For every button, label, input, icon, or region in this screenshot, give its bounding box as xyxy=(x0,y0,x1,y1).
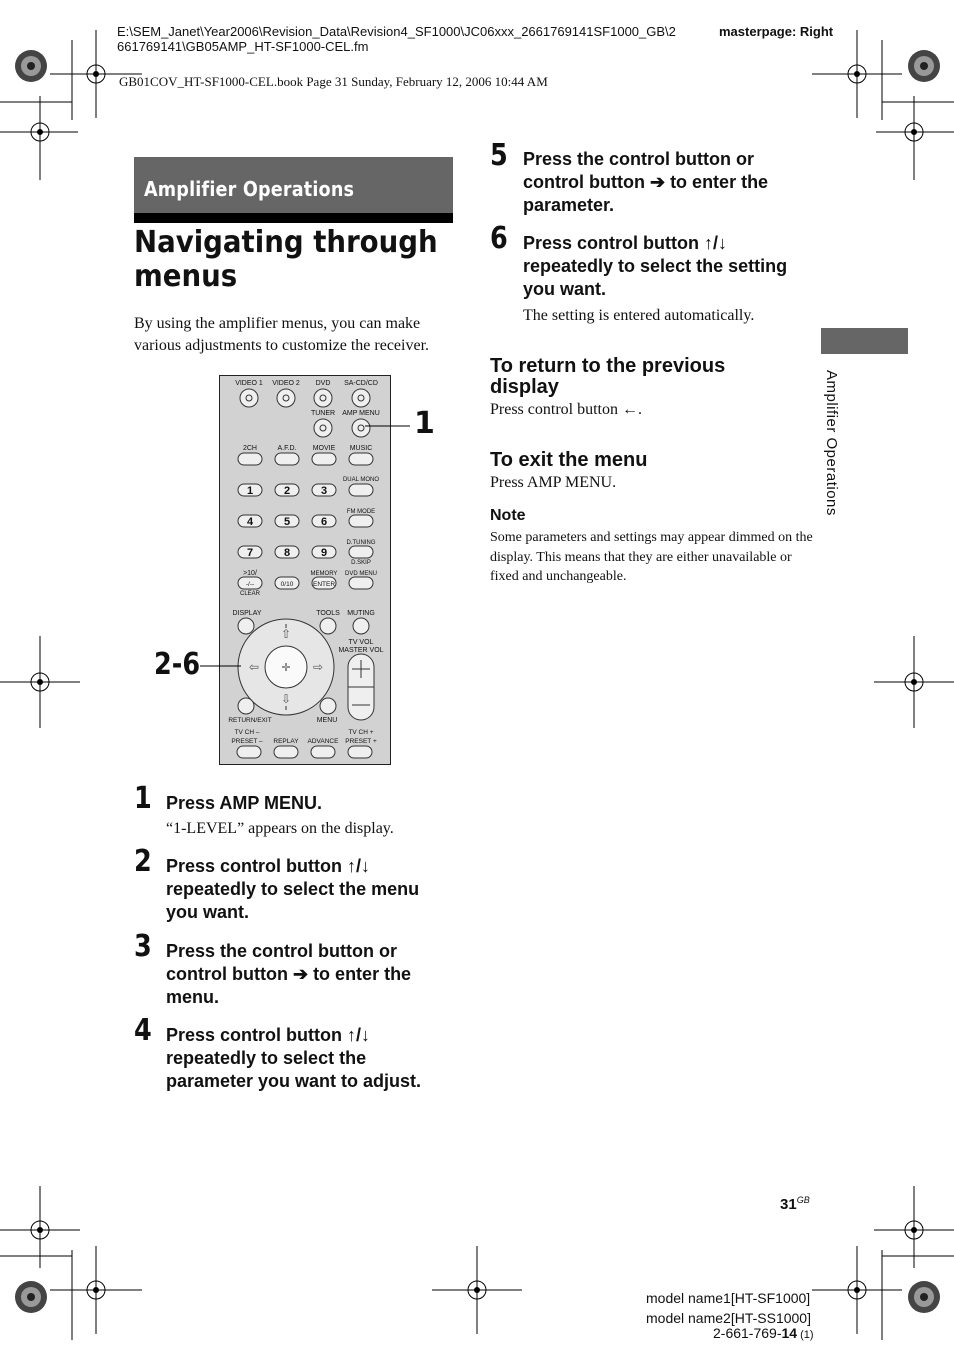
svg-text:TUNER: TUNER xyxy=(310,410,336,417)
svg-text:VIDEO 2: VIDEO 2 xyxy=(272,380,300,387)
exit-heading: To exit the menu xyxy=(490,449,648,471)
return-body: Press control button ←. xyxy=(490,401,642,418)
svg-text:A.F.D.: A.F.D. xyxy=(277,445,297,452)
step-4-text: Press control button ↑/↓ repeatedly to select the parameter you want to adjust. xyxy=(166,1025,422,1091)
step-2-text: Press control button ↑/↓ repeatedly to select the menu you want. xyxy=(166,856,420,922)
step-1-number: 1 xyxy=(134,781,152,816)
svg-text:3: 3 xyxy=(320,485,328,497)
right-arrow-icon: ➔ xyxy=(649,172,666,192)
svg-text:DVD MENU: DVD MENU xyxy=(344,571,378,577)
svg-text:MOVIE: MOVIE xyxy=(312,445,336,452)
intro-paragraph: By using the amplifier menus, you can make various adjustments to customize the receiver. xyxy=(134,315,430,354)
return-heading: To return to the previous display xyxy=(490,355,726,398)
page-number: $31^{GB}$ xyxy=(780,1195,810,1213)
svg-text:⇦: ⇦ xyxy=(248,660,260,674)
svg-text:D.SKIP: D.SKIP xyxy=(351,560,371,566)
svg-text:TV CH –: TV CH – xyxy=(234,729,260,736)
step-1-text: Press AMP MENU. xyxy=(166,793,323,813)
svg-text:MUTING: MUTING xyxy=(347,610,375,617)
svg-text:VIDEO 1: VIDEO 1 xyxy=(235,380,263,387)
svg-text:PRESET +: PRESET + xyxy=(345,738,377,745)
up-down-arrow-icon: ↑/↓ xyxy=(704,233,728,253)
svg-text:2: 2 xyxy=(283,485,291,497)
svg-text:4: 4 xyxy=(246,516,254,528)
svg-text:TV CH +: TV CH + xyxy=(348,729,374,736)
exit-body: Press AMP MENU. xyxy=(490,474,617,491)
svg-text:FM MODE: FM MODE xyxy=(346,509,376,515)
step-6-text: Press control button ↑/↓ repeatedly to select the setting you want. xyxy=(523,233,788,299)
step-6-number: 6 xyxy=(490,221,508,256)
svg-text:MEMORY: MEMORY xyxy=(310,571,338,577)
step-2-number: 2 xyxy=(134,844,152,879)
file-path-line2: 661769141\GB05AMP_HT-SF1000-CEL.fm xyxy=(117,39,369,54)
svg-text:MUSIC: MUSIC xyxy=(349,445,373,452)
svg-text:TV VOL: TV VOL xyxy=(348,639,374,646)
svg-text:7: 7 xyxy=(246,547,254,559)
svg-text:6: 6 xyxy=(320,516,328,528)
svg-text:AMP MENU: AMP MENU xyxy=(342,410,380,417)
book-info: GB01COV_HT-SF1000-CEL.book Page 31 Sunday, February 12, 2006 10:44 AM xyxy=(119,74,548,89)
svg-text:9: 9 xyxy=(320,547,328,559)
svg-text:MASTER VOL: MASTER VOL xyxy=(338,647,384,654)
right-arrow-icon: ➔ xyxy=(292,964,309,984)
svg-text:SA-CD/CD: SA-CD/CD xyxy=(344,380,378,387)
svg-text:⇧: ⇧ xyxy=(280,627,292,641)
svg-text:PRESET –: PRESET – xyxy=(231,738,263,745)
step-5-text: Press the control button or control button ➔ to enter the parameter. xyxy=(523,149,769,215)
svg-text:ADVANCE: ADVANCE xyxy=(307,738,339,745)
svg-text:TOOLS: TOOLS xyxy=(316,610,340,617)
callout-2-6: 2-6 xyxy=(154,647,201,682)
svg-text:5: 5 xyxy=(283,516,291,528)
page-title: Navigating through menus xyxy=(134,225,438,294)
callout-lines xyxy=(195,420,425,680)
step-1-sub: “1-LEVEL” appears on the display. xyxy=(166,820,394,837)
svg-text:1: 1 xyxy=(246,485,254,497)
up-down-arrow-icon: ↑/↓ xyxy=(347,1025,371,1045)
file-path-line1: E:\SEM_Janet\Year2006\Revision_Data\Revision4_SF1000\JC06xxx_2661769141SF1000_GB\2 xyxy=(117,24,676,39)
svg-text:2CH: 2CH xyxy=(242,445,258,452)
svg-text:✛: ✛ xyxy=(281,662,291,674)
svg-text:⇨: ⇨ xyxy=(312,660,324,674)
svg-text:8: 8 xyxy=(283,547,291,559)
svg-text:D.TUNING: D.TUNING xyxy=(346,540,376,546)
svg-text:-/--: -/-- xyxy=(245,581,255,588)
part-code: 2-661-769-14 (1) xyxy=(713,1325,814,1341)
section-rule xyxy=(134,213,453,223)
step-4-number: 4 xyxy=(134,1013,152,1048)
svg-text:CLEAR: CLEAR xyxy=(239,591,261,597)
step-6-sub: The setting is entered automatically. xyxy=(523,307,755,324)
note-body: Some parameters and settings may appear dimmed on the display. This means that they are either unavailable or fixed and unchangeable. xyxy=(490,530,813,584)
note-heading: Note xyxy=(490,507,526,524)
step-5-number: 5 xyxy=(490,138,508,173)
model-name-2: model name2[HT-SS1000] xyxy=(646,1310,811,1326)
masterpage-label: masterpage: Right xyxy=(719,24,834,39)
step-3-number: 3 xyxy=(134,929,152,964)
svg-text:>10/: >10/ xyxy=(243,570,257,577)
svg-text:DVD: DVD xyxy=(315,380,331,387)
section-title: Amplifier Operations xyxy=(144,177,355,201)
side-tab-label: Amplifier Operations xyxy=(823,370,840,516)
svg-text:REPLAY: REPLAY xyxy=(273,738,299,745)
section-header-bar xyxy=(134,157,453,213)
svg-text:DISPLAY: DISPLAY xyxy=(232,610,262,617)
svg-text:MENU: MENU xyxy=(316,717,338,724)
up-down-arrow-icon: ↑/↓ xyxy=(347,856,371,876)
step-3-text: Press the control button or control button ➔ to enter the menu. xyxy=(166,941,412,1007)
svg-text:ENTER: ENTER xyxy=(312,581,336,588)
left-arrow-icon: ← xyxy=(622,401,638,418)
model-name-1: model name1[HT-SF1000] xyxy=(646,1290,811,1306)
svg-text:0/10: 0/10 xyxy=(280,581,294,588)
svg-text:⇩: ⇩ xyxy=(280,692,292,706)
svg-text:DUAL MONO: DUAL MONO xyxy=(342,477,380,483)
side-tab-marker xyxy=(821,328,908,354)
callout-1: 1 xyxy=(414,406,435,441)
svg-text:RETURN/EXIT: RETURN/EXIT xyxy=(228,717,272,724)
